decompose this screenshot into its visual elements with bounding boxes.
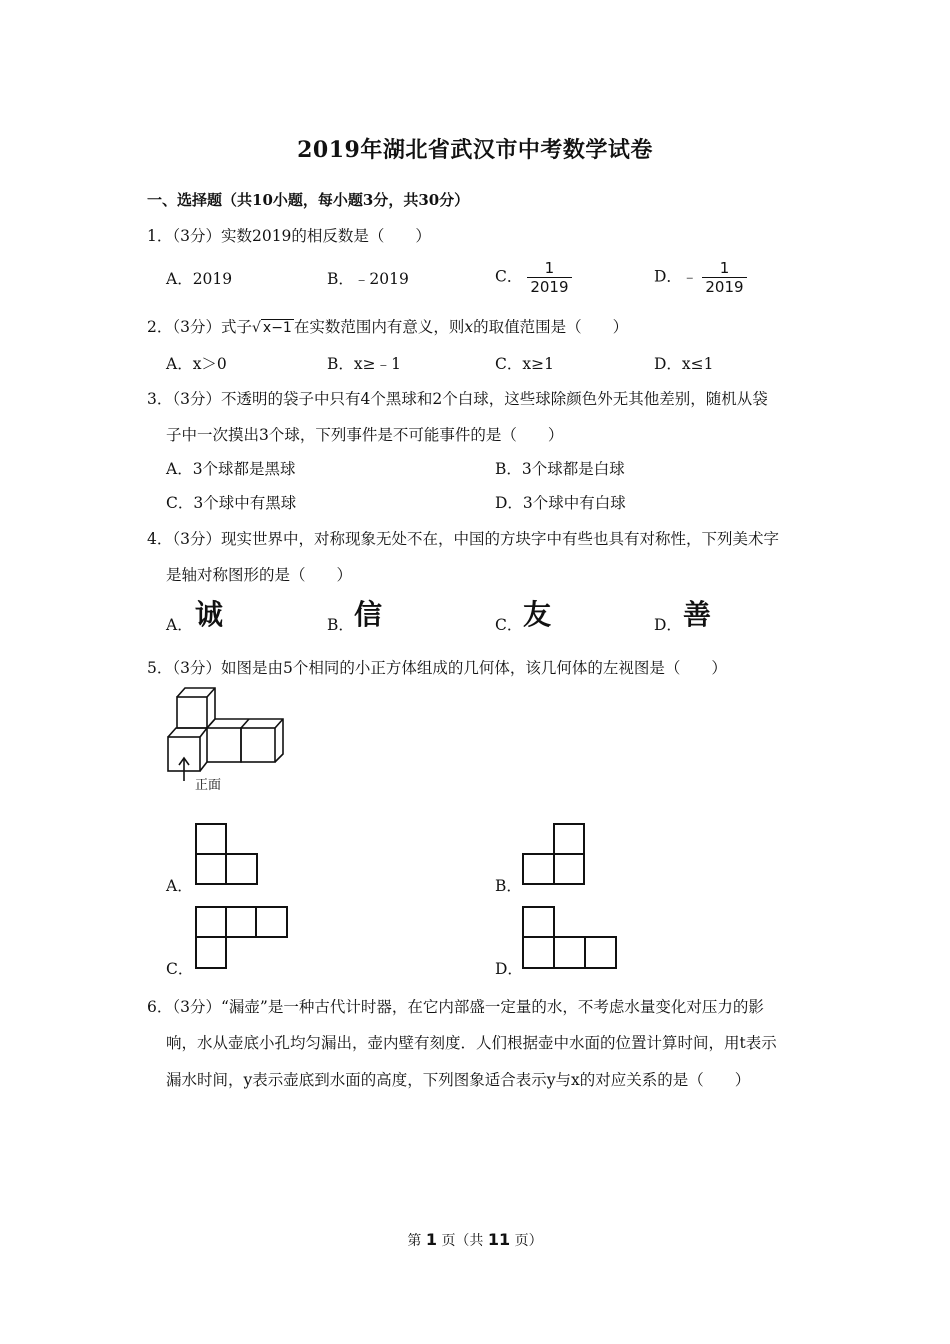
q1-option-c-label: C．	[495, 267, 523, 286]
question-3-line-2: 子中一次摸出3个球，下列事件是不可能事件的是（ ）	[166, 426, 564, 444]
q2-option-d: D．x≤1	[654, 355, 714, 373]
q1-option-d	[654, 259, 747, 296]
q4-option-a-label: A．	[166, 616, 193, 634]
footer-post: 页）	[514, 1233, 543, 1249]
q1-option-a: A．2019	[166, 270, 233, 288]
question-6-line-2: 响，水从壶底小孔均匀漏出，壶内壁有刻度．人们根据壶中水面的位置计算时间，用t表示	[166, 1034, 777, 1052]
q1-option-c	[495, 259, 572, 296]
q3-option-c: C．3个球中有黑球	[166, 494, 297, 512]
q4-option-d-label: D．	[654, 616, 682, 634]
q2-stem-end: 的取值范围是（ ）	[473, 318, 629, 336]
question-4-line-2: 是轴对称图形的是（ ）	[166, 566, 353, 584]
footer-mid: 页（共	[441, 1233, 484, 1249]
q1-d-sign: ﹣	[681, 267, 698, 286]
q4-option-c-character: 友	[523, 598, 552, 631]
q5-option-b-label: B．	[495, 877, 522, 895]
question-6-line-3: 漏水时间，y表示壶底到水面的高度，下列图象适合表示y与x的对应关系的是（ ）	[166, 1071, 751, 1089]
q5-option-a-figure	[195, 823, 259, 885]
q4-option-d-character: 善	[683, 598, 712, 631]
q2-option-a: A．x＞0	[166, 355, 227, 373]
q2-sqrt: √ x−1	[251, 320, 292, 336]
question-4-line-1: 4．（3分）现实世界中，对称现象无处不在，中国的方块字中有些也具有对称性，下列美术字	[147, 530, 779, 548]
q5-option-d-figure	[522, 906, 618, 969]
question-6-line-1: 6．（3分）“漏壶”是一种古代计时器，在它内部盛一定量的水，不考虑水量变化对压力的影	[147, 998, 764, 1016]
page-footer	[0, 1230, 950, 1250]
footer-page-number: 1	[425, 1230, 437, 1249]
q1-option-b: B．﹣2019	[327, 270, 409, 288]
q1-option-c-fraction	[527, 259, 571, 296]
q2-stem-pre: 2．（3分）式子	[147, 318, 252, 336]
q4-option-a-character: 诚	[195, 598, 224, 631]
q5-option-b-figure	[522, 823, 586, 885]
q2-variable: x	[464, 318, 474, 336]
q2-radicand: x−1	[262, 320, 292, 336]
q5-solid-figure	[160, 685, 300, 795]
q4-option-c-label: C．	[495, 616, 523, 634]
footer-total-pages: 11	[487, 1230, 511, 1249]
q1-c-denominator: 2019	[530, 278, 569, 296]
q2-option-c: C．x≥1	[495, 355, 554, 373]
q1-c-numerator: 1	[527, 259, 571, 278]
question-2-stem	[147, 315, 628, 337]
q1-d-denominator: 2019	[705, 278, 744, 296]
section-heading: 一、选择题（共10小题，每小题3分，共30分）	[147, 191, 470, 209]
q5-option-c-figure	[195, 906, 289, 969]
q2-option-b: B．x≥﹣1	[327, 355, 401, 373]
page-title: 2019年湖北省武汉市中考数学试卷	[297, 137, 653, 163]
q3-option-d: D．3个球中有白球	[495, 494, 626, 512]
q4-option-b-character: 信	[354, 598, 383, 631]
q5-option-a-label: A．	[166, 877, 193, 895]
footer-pre: 第	[407, 1233, 422, 1249]
q1-d-numerator: 1	[702, 259, 746, 278]
q3-option-b: B．3个球都是白球	[495, 460, 625, 478]
q2-stem-post: 在实数范围内有意义，则	[293, 318, 465, 336]
q3-option-a: A．3个球都是黑球	[166, 460, 296, 478]
q5-option-d-label: D．	[495, 960, 523, 978]
q4-option-b-label: B．	[327, 616, 354, 634]
q1-option-d-label: D．	[654, 267, 682, 286]
question-5-stem: 5．（3分）如图是由5个相同的小正方体组成的几何体，该几何体的左视图是（ ）	[147, 659, 727, 677]
q5-front-label: 正面	[195, 778, 222, 793]
q5-option-c-label: C．	[166, 960, 194, 978]
question-1-stem: 1．（3分）实数2019的相反数是（ ）	[147, 227, 431, 245]
question-3-line-1: 3．（3分）不透明的袋子中只有4个黑球和2个白球，这些球除颜色外无其他差别，随机从袋	[147, 390, 768, 408]
q1-option-d-fraction	[702, 259, 746, 296]
